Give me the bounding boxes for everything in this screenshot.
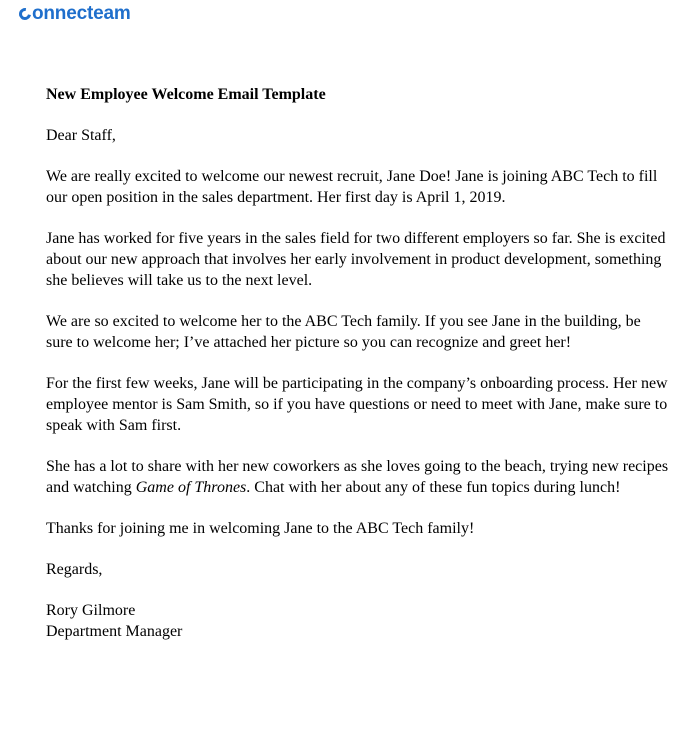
greeting: Dear Staff,: [46, 127, 116, 144]
paragraph-welcome: We are so excited to welcome her to the ABC Tech family. If you see Jane in the building, be sure to welcome her; I’ve attached her picture so you can recognize and greet her!: [46, 313, 641, 351]
document-title: New Employee Welcome Email Template: [46, 86, 326, 103]
signature-block: [46, 600, 671, 642]
logo-text: onnecteam: [32, 3, 131, 24]
interests-text-end: . Chat with her about any of these fun topics during lunch!: [246, 479, 621, 496]
paragraph-introduction: We are really excited to welcome our newest recruit, Jane Doe! Jane is joining ABC Tech to fill our open position in the sales department. Her first day is April 1, 2019.: [46, 168, 658, 206]
c-ring-icon: [17, 6, 34, 23]
show-title: Game of Thrones: [135, 479, 247, 496]
paragraph-thanks: Thanks for joining me in welcoming Jane to the ABC Tech family!: [46, 520, 475, 537]
signature-name: Rory Gilmore: [46, 602, 136, 619]
paragraph-interests: [46, 456, 671, 498]
paragraph-onboarding: For the first few weeks, Jane will be participating in the company’s onboarding process. Her new employee mentor is Sam Smith, so if you have questions or need to meet with Jane, make sure to speak with Sam first.: [46, 375, 668, 434]
signature-title: Department Manager: [46, 623, 183, 640]
connecteam-logo: [19, 3, 131, 25]
interests-text-start: She has a lot to share with her new coworkers as she loves going to the beach, trying new recipes and watching: [46, 458, 669, 496]
email-template-document: [46, 84, 671, 642]
closing: Regards,: [46, 561, 103, 578]
paragraph-background: Jane has worked for five years in the sales field for two different employers so far. She is excited about our new approach that involves her early involvement in product development, something she believes will take us to the next level.: [46, 230, 666, 289]
